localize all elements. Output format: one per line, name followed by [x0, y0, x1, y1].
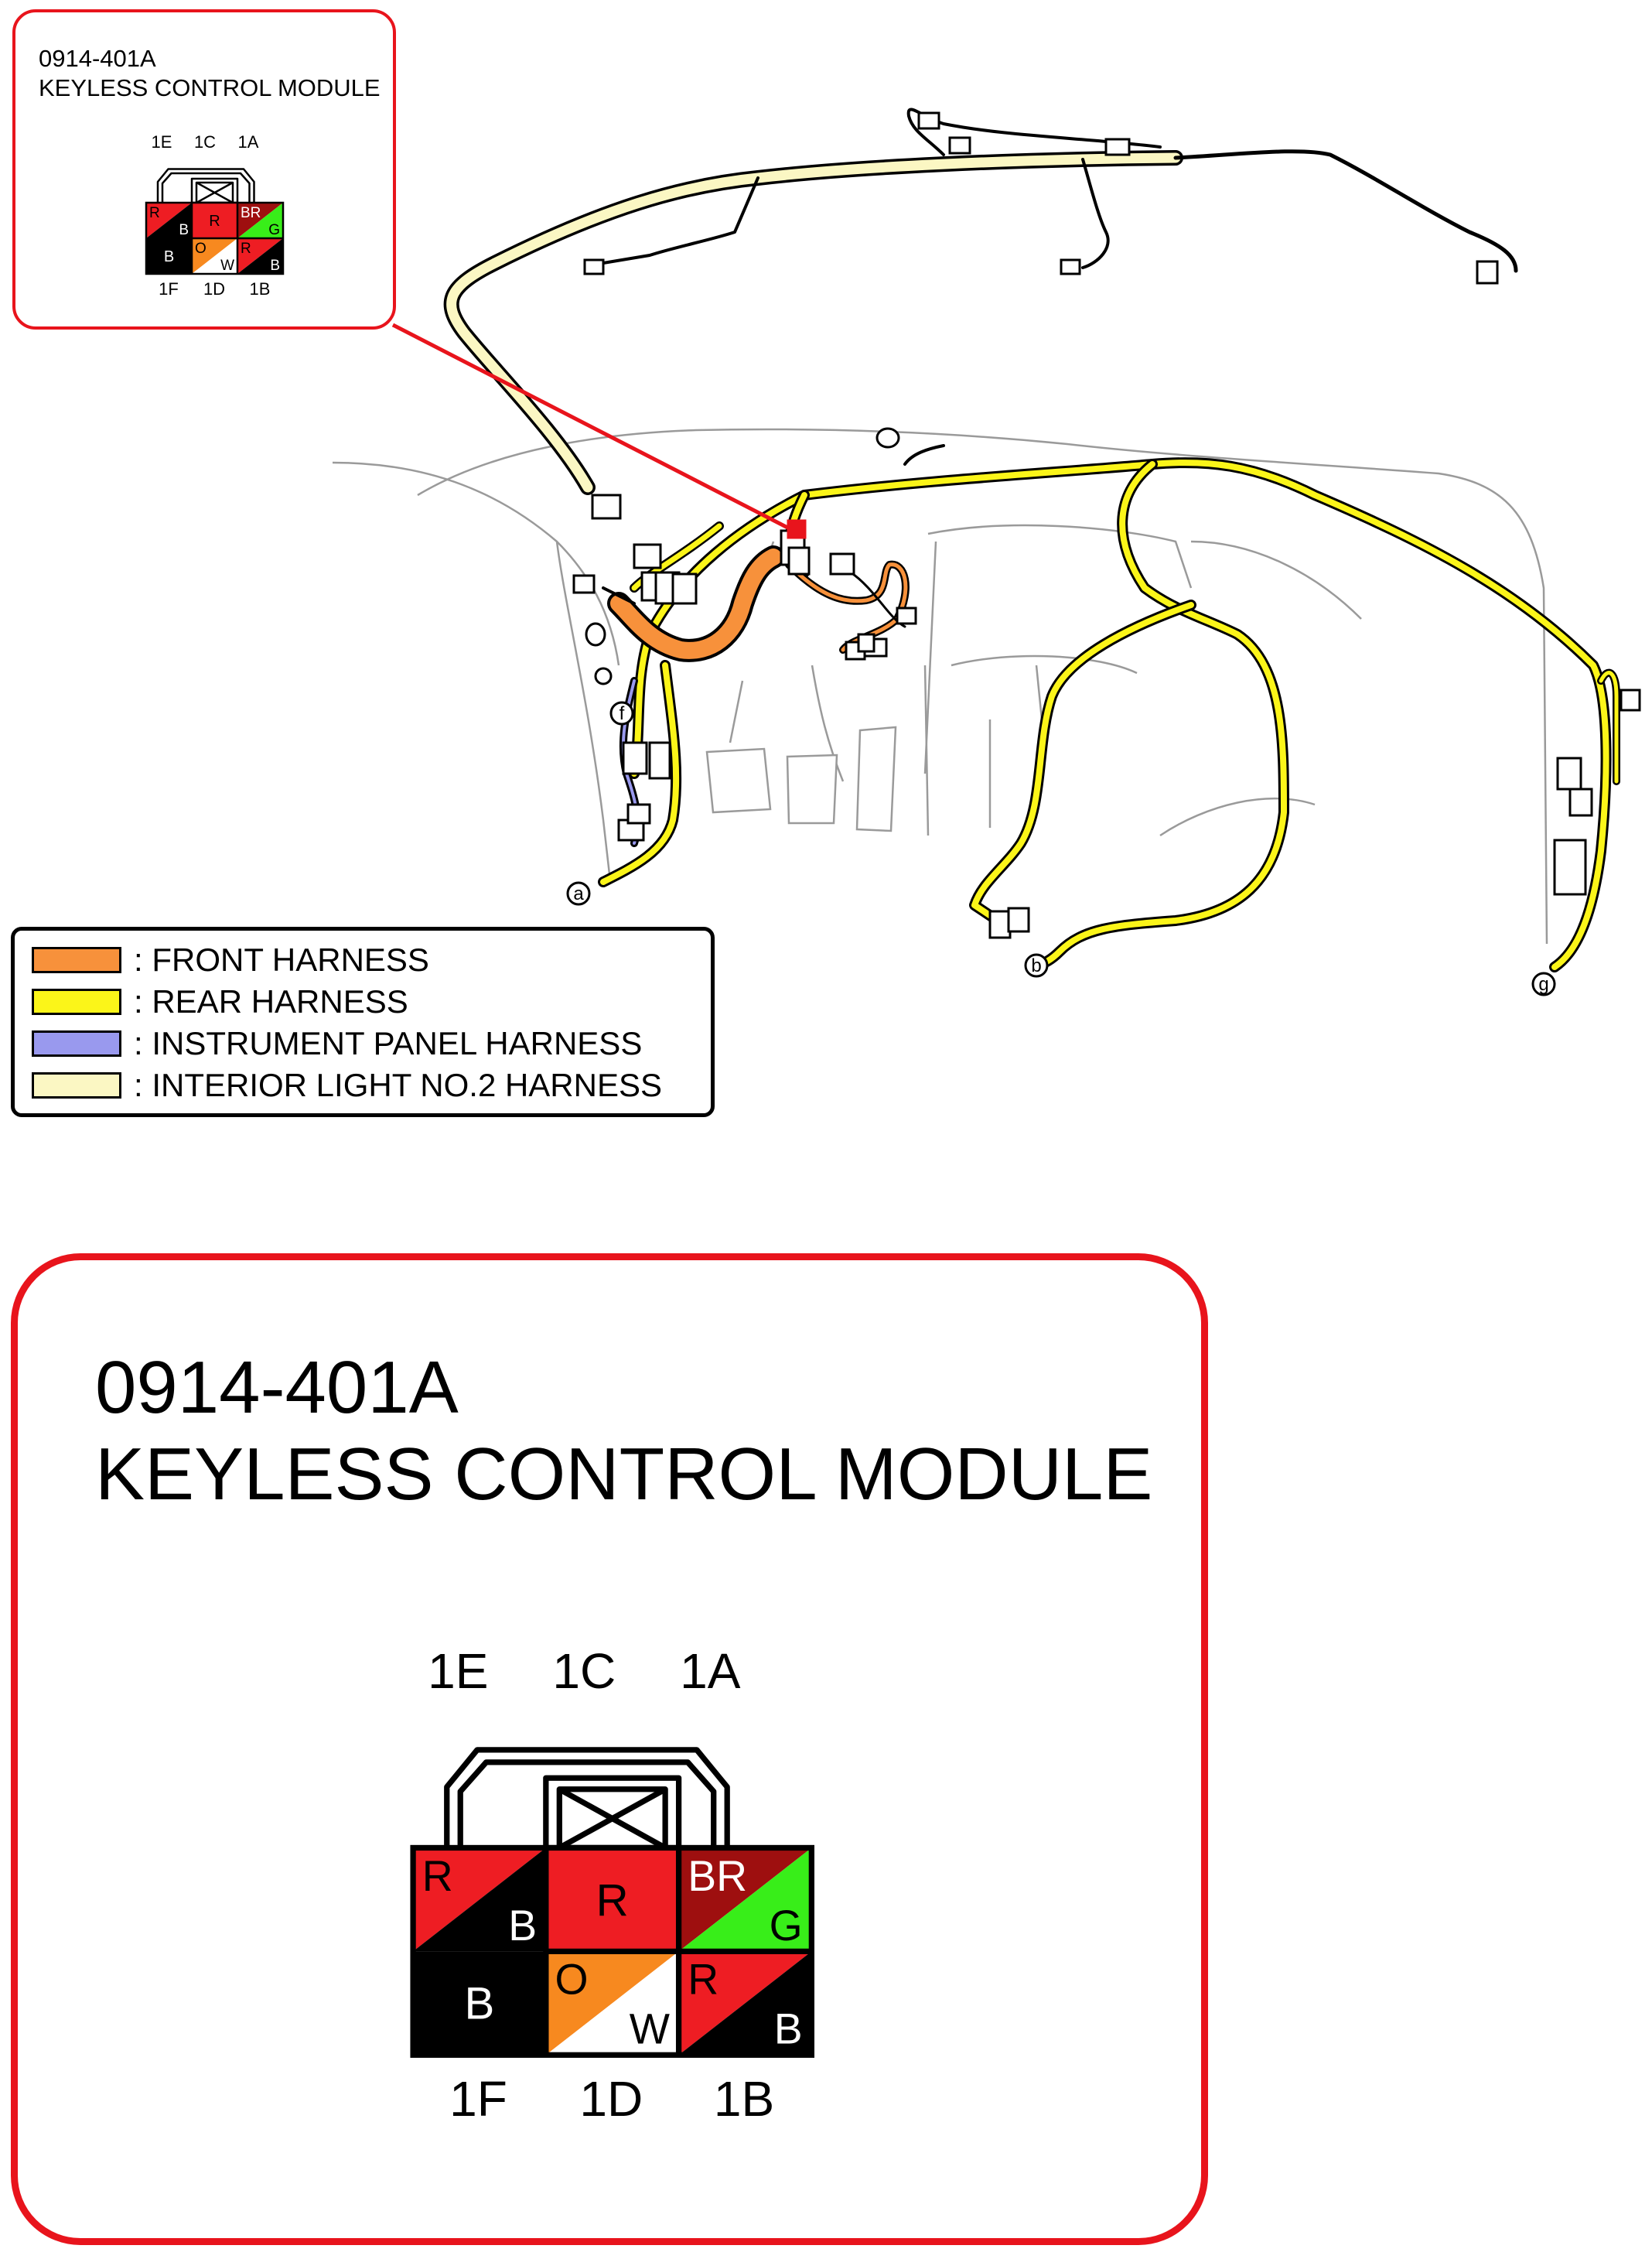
pin-1a — [679, 1847, 812, 1951]
top-pin-label-1c: 1C — [552, 1642, 616, 1699]
connector-housing — [158, 169, 254, 203]
inset-connector-code: 0914-401A — [39, 45, 156, 72]
pin-1e-wire-color: R — [149, 205, 160, 221]
pin-1d — [192, 238, 237, 274]
top-pin-label-1e: 1E — [151, 132, 172, 152]
legend-swatch-rear — [32, 989, 121, 1015]
pin-1a-wire-color: BR — [241, 205, 261, 221]
pin-1f-wire-color: B — [464, 1978, 495, 2029]
pin-1c-wire-color: R — [209, 213, 220, 230]
point-b-label: b — [1031, 955, 1042, 976]
bottom-pin-label-1b: 1B — [713, 2070, 775, 2127]
top-pin-label-1a: 1A — [237, 132, 259, 152]
top-pin-label-1a: 1A — [680, 1642, 741, 1699]
pin-1f — [146, 238, 192, 274]
bottom-pin-label-1b: 1B — [249, 279, 271, 299]
bottom-pin-label-1f: 1F — [159, 279, 179, 299]
keyless-module-marker — [787, 520, 806, 538]
point-a-label: a — [573, 883, 584, 904]
dash-connectors — [574, 531, 1640, 938]
point-g — [1533, 973, 1555, 995]
interior-light-harness — [452, 109, 1516, 487]
pin-1d-stripe-color: W — [220, 258, 234, 274]
legend-label-front: : FRONT HARNESS — [134, 942, 429, 978]
point-b — [1026, 955, 1047, 976]
legend-label-interior-light: : INTERIOR LIGHT NO.2 HARNESS — [134, 1067, 663, 1103]
pin-1b — [237, 238, 283, 274]
interior-light-connectors — [585, 113, 1497, 518]
bottom-pin-label-1d: 1D — [203, 279, 226, 299]
connector-detail-callout — [11, 1253, 1208, 2245]
point-g-label: g — [1538, 974, 1549, 995]
detail-module-title: KEYLESS CONTROL MODULE — [95, 1433, 1153, 1516]
legend-label-instrument-panel: : INSTRUMENT PANEL HARNESS — [134, 1025, 643, 1061]
pin-1c — [546, 1847, 679, 1951]
pin-1e-stripe-color: B — [179, 222, 189, 238]
pedals — [707, 727, 896, 831]
inset-connector — [131, 128, 302, 302]
legend-row-instrument-panel — [32, 1024, 642, 1064]
pin-1b-wire-color: R — [241, 241, 251, 257]
bottom-pin-label-1d: 1D — [579, 2070, 643, 2127]
pin-1a-stripe-color: G — [268, 222, 280, 238]
top-pin-label-1c: 1C — [193, 132, 217, 152]
legend-label-rear: : REAR HARNESS — [134, 983, 408, 1020]
legend-row-front — [32, 940, 429, 980]
pin-1d — [546, 1951, 679, 2055]
detail-connector-code: 0914-401A — [95, 1346, 459, 1429]
bottom-pin-label-1f: 1F — [449, 2070, 507, 2127]
pin-1e — [413, 1847, 546, 1951]
pin-1a-wire-color: BR — [688, 1851, 748, 1900]
legend-row-rear — [32, 982, 408, 1022]
point-a — [568, 883, 589, 904]
pin-1f — [413, 1951, 546, 2055]
dashboard-outline — [333, 429, 1547, 944]
pin-1e-stripe-color: B — [508, 1901, 538, 1950]
pin-1a-stripe-color: G — [769, 1901, 803, 1950]
detail-connector — [370, 1632, 865, 2138]
point-f — [611, 702, 633, 724]
pin-1b — [679, 1951, 812, 2055]
legend-swatch-front — [32, 947, 121, 973]
pin-1f-wire-color: B — [163, 248, 175, 265]
pin-1d-stripe-color: W — [629, 2004, 670, 2053]
pin-1e — [146, 203, 192, 238]
pin-1b-stripe-color: B — [773, 2004, 803, 2053]
inset-callout — [12, 9, 396, 330]
top-pin-label-1e: 1E — [428, 1642, 489, 1699]
harness-legend — [11, 927, 715, 1117]
pin-1e-wire-color: R — [422, 1851, 453, 1900]
inset-module-title: KEYLESS CONTROL MODULE — [39, 74, 381, 101]
connector-housing — [447, 1750, 727, 1848]
point-f-label: f — [619, 703, 625, 724]
pin-1c — [192, 203, 237, 238]
pin-1d-wire-color: O — [195, 241, 206, 257]
legend-swatch-interior-light — [32, 1072, 121, 1099]
pin-1d-wire-color: O — [555, 1955, 589, 2004]
rear-harness — [603, 446, 1616, 967]
legend-swatch-instrument-panel — [32, 1030, 121, 1057]
pin-1a — [237, 203, 283, 238]
legend-row-interior-light — [32, 1065, 662, 1106]
pin-1b-stripe-color: B — [270, 258, 280, 274]
pin-1c-wire-color: R — [596, 1875, 629, 1926]
pin-1b-wire-color: R — [688, 1955, 719, 2004]
